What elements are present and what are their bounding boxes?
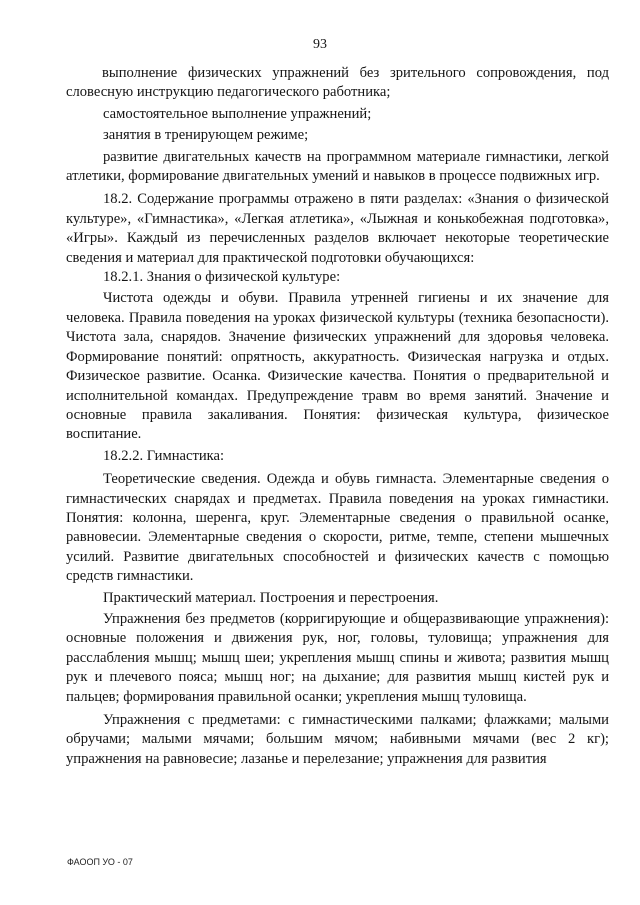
section-heading-knowledge: 18.2.1. Знания о физической культуре: (103, 269, 341, 286)
paragraph-independent-exercise: самостоятельное выполнение упражнений; (103, 105, 372, 122)
paragraph-knowledge-content: Чистота одежды и обуви. Правила утренней гигиены и их значение для человека. Правила поведения на уроках физической культуры (техника безопасности). Чистота зала, снарядов. Значение физических упражнений для здоровья человека. Формирование понятий: опрятность, аккуратность. Физическая нагрузка и отдых. Физическое развитие. Осанка. Физические качества. Понятия о предварительной и исполнительной командах. Предупреждение травм во время занятий. Значение и основные правила закаливания. Понятия: физическая культура, физическое воспитание. (66, 290, 609, 443)
paragraph-practical-material: Практический материал. Построения и перестроения. (103, 589, 439, 606)
paragraph-gymnastics-theory: Теоретические сведения. Одежда и обувь гимнаста. Элементарные сведения о гимнастических снарядах и предметах. Правила поведения на уроках гимнастики. Понятия: колонна, шеренга, круг. Элементарные сведения о правильной осанке, равновесии. Элементарные сведения о скорости, ритме, темпе, степени мышечных усилий. Развитие двигательных способностей и физических качеств с помощью средств гимнастики. (66, 471, 609, 585)
paragraph-visual-support: выполнение физических упражнений без зрительного сопровождения, под словесную инструкцию педагогического работника; (66, 65, 609, 101)
page-number: 93 (313, 37, 327, 52)
paragraph-exercises-without-objects: Упражнения без предметов (корригирующие и общеразвивающие упражнения): основные положения и движения рук, ног, головы, туловища; упражнения для расслабления мышц; мышц шеи; укрепления мышц спины и живота; развития мышц рук и плечевого пояса; мышц ног; на дыхание; для развития мышц кистей рук и пальцев; формирования правильной осанки; укрепления мышц туловища. (66, 610, 609, 705)
document-footer: ФАООП УО - 07 (67, 857, 133, 867)
paragraph-motor-qualities: развитие двигательных качеств на программном материале гимнастики, легкой атлетики, формирование двигательных умений и навыков в процессе подвижных игр. (66, 148, 609, 185)
paragraph-training-mode: занятия в тренирующем режиме; (103, 127, 309, 144)
page-body (66, 64, 609, 769)
section-heading-gymnastics: 18.2.2. Гимнастика: (103, 447, 225, 464)
paragraph-program-content: 18.2. Содержание программы отражено в пяти разделах: «Знания о физической культуре», «Гимнастика», «Легкая атлетика», «Лыжная и конькобежная подготовка», «Игры». Каждый из перечисленных разделов включает некоторые теоретические сведения и материал для практической подготовки обучающихся: (66, 191, 609, 266)
paragraph-exercises-with-objects: Упражнения с предметами: с гимнастическими палками; флажками; малыми обручами; малыми мячами; большим мячом; набивными мячами (вес 2 кг); упражнения на равновесие; лазанье и перелезание; упражнения для развития (66, 712, 609, 767)
